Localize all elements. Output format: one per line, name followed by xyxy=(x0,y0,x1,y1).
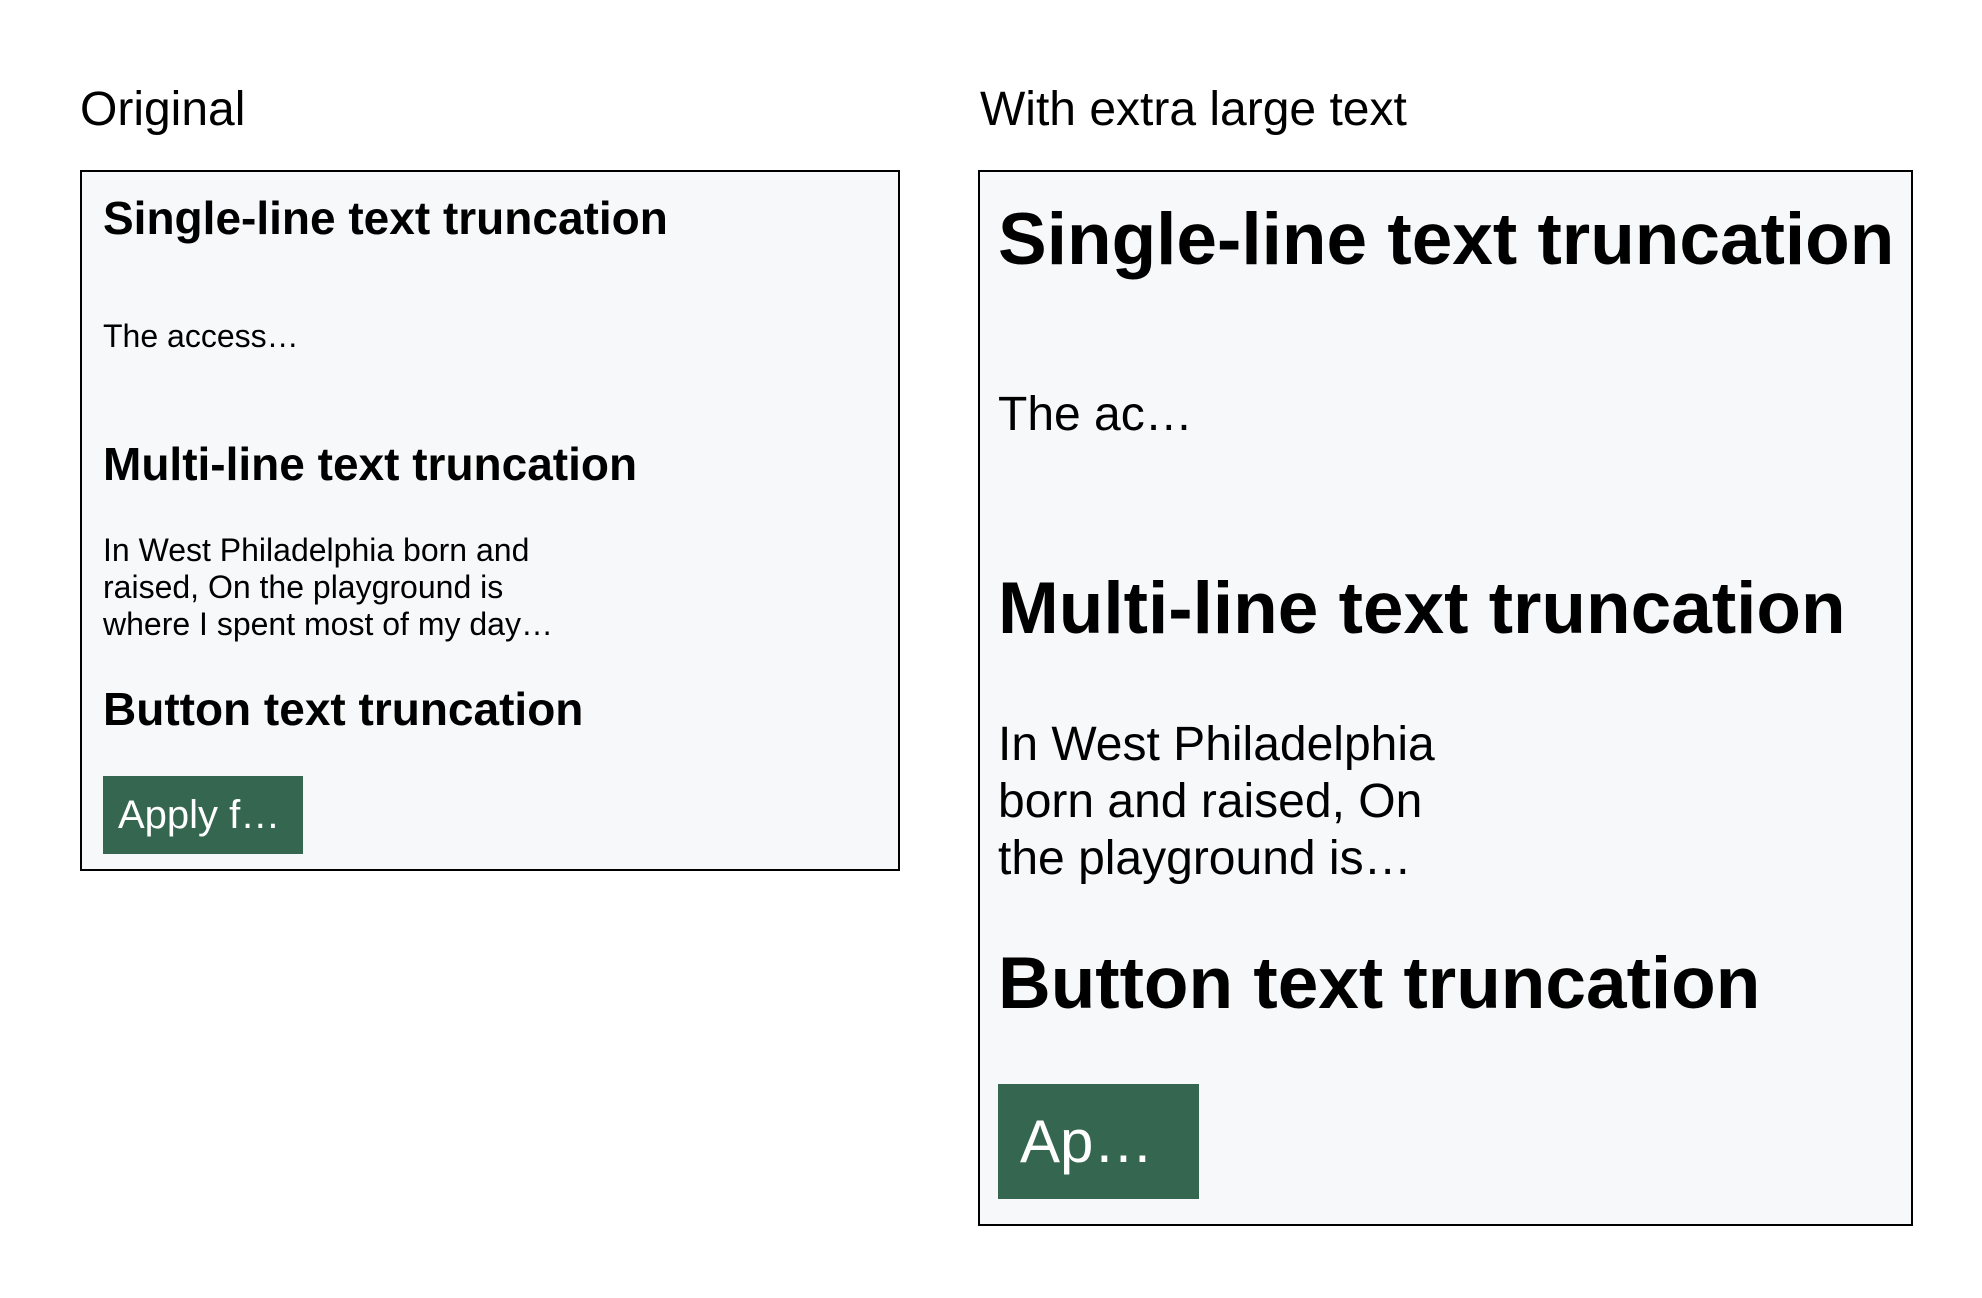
caption-original: Original xyxy=(80,83,246,136)
extra-large-text-panel xyxy=(978,170,1913,1226)
multi-line-text-line: In West Philadelphia born and xyxy=(103,532,530,568)
multi-line-text-line: where I spent most of my day… xyxy=(103,606,553,642)
multi-line-text-line: born and raised, On xyxy=(998,775,1423,828)
multi-line-heading: Multi-line text truncation xyxy=(998,568,1846,649)
button-truncation-heading: Button text truncation xyxy=(103,683,584,735)
single-line-heading: Single-line text truncation xyxy=(103,192,668,244)
multi-line-text xyxy=(998,716,1435,887)
multi-line-text-line: raised, On the playground is xyxy=(103,569,504,605)
single-line-text: The access… xyxy=(103,318,299,354)
button-truncation-heading: Button text truncation xyxy=(998,943,1761,1024)
caption-extra-large-text: With extra large text xyxy=(980,83,1407,136)
multi-line-text xyxy=(103,532,553,643)
multi-line-text-line: In West Philadelphia xyxy=(998,718,1435,771)
apply-button[interactable]: Ap… xyxy=(998,1084,1199,1199)
apply-button[interactable]: Apply f… xyxy=(103,776,303,854)
single-line-text: The ac… xyxy=(998,388,1193,441)
original-panel xyxy=(80,170,900,871)
multi-line-text-line: the playground is… xyxy=(998,832,1412,885)
single-line-heading: Single-line text truncation xyxy=(998,199,1895,280)
multi-line-heading: Multi-line text truncation xyxy=(103,438,638,490)
